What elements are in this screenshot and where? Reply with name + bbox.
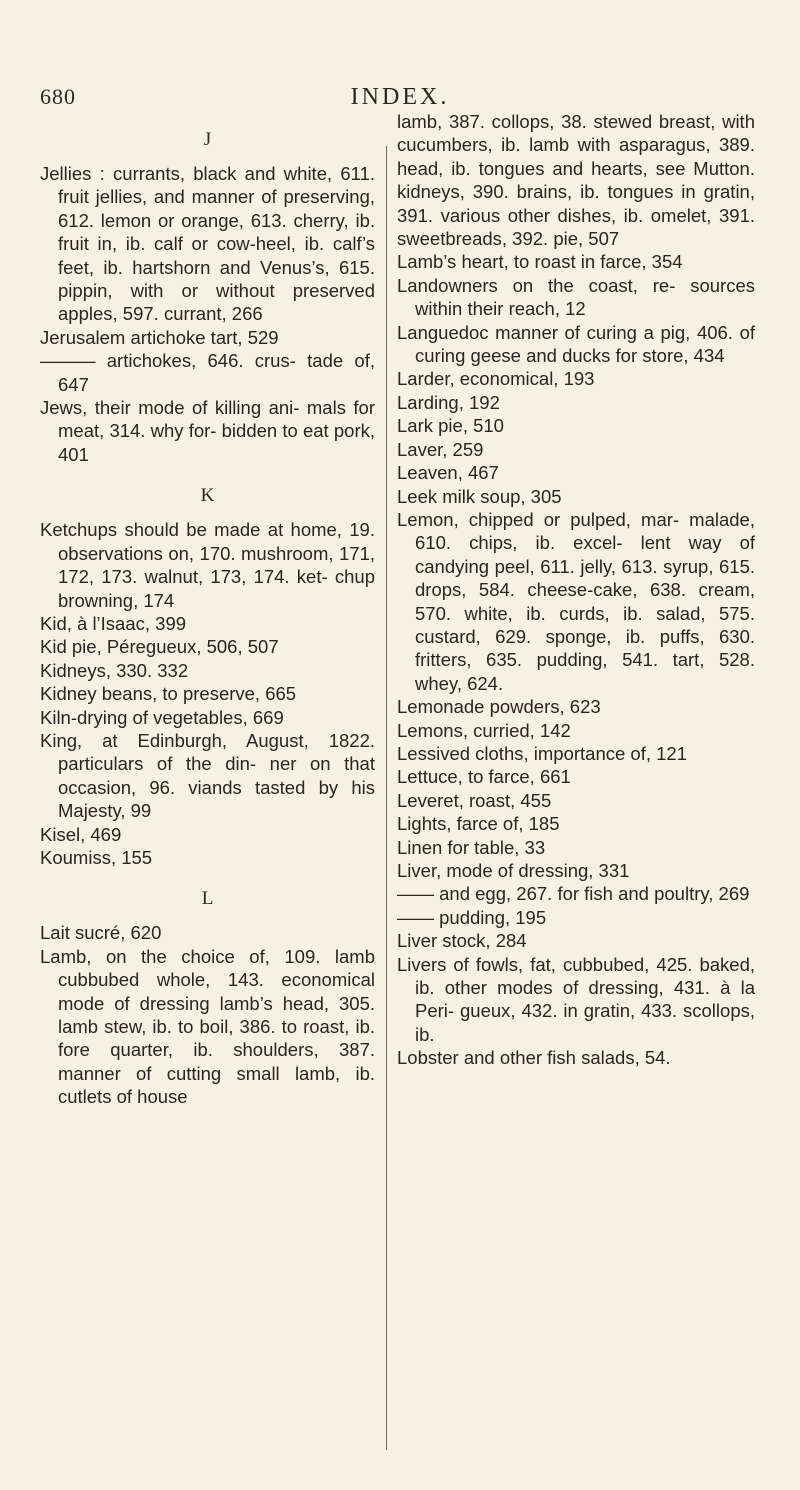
page-number: 680 (40, 84, 76, 109)
index-entry: Leveret, roast, 455 (397, 789, 552, 811)
index-entry: Landowners on the coast, re- sources within their reach, 12 (397, 274, 755, 320)
index-entry: Lamb, on the choice of, 109. lamb cubbubed whole, 143. economical mode of dressing lamb’s head, 305. lamb stew, ib. to boil, 386. to roast, ib. fore quarter, ib. shoulders, 387. manner of cutting small lamb, ib. cutlets of house (40, 945, 375, 1108)
index-entry: Lights, farce of, 185 (397, 813, 560, 835)
index-entry: Jellies : currants, black and white, 611. fruit jellies, and manner of preserving, 612. lemon or orange, 613. cherry, ib. fruit in, ib. calf or cow-heel, ib. calf’s feet, ib. hartshorn and Venus’s, 615. pippin, with or without preserved apples, 597. currant, 266 (40, 163, 375, 325)
index-entry: Kidney beans, to preserve, 665 (40, 683, 297, 705)
index-entry: King, at Edinburgh, August, 1822. particulars of the din- ner on that occasion, 96. viands tasted by his Majesty, 99 (40, 729, 375, 822)
column-divider (386, 146, 387, 1450)
index-entry: Jerusalem artichoke tart, 529 (40, 326, 279, 348)
section-letter: L (201, 888, 214, 910)
index-entry: Koumiss, 155 (40, 846, 153, 868)
index-entry: —— pudding, 195 (397, 906, 547, 928)
index-entry: ——— artichokes, 646. crus- tade of, 647 (40, 350, 375, 395)
index-column-right (397, 110, 755, 1070)
section-letter: K (200, 485, 215, 507)
index-entry: Kiln-drying of vegetables, 669 (40, 706, 284, 728)
index-entry: lamb, 387. collops, 38. stewed breast, with cucumbers, ib. lamb with asparagus, 389. head, ib. tongues and hearts, see Mutton. kidneys, 390. brains, ib. tongues in gratin, 391. various other dishes, ib. omelet, 391. sweetbreads, 392. pie, 507 (397, 111, 755, 250)
section-letter: J (203, 129, 212, 150)
index-entry: Lettuce, to farce, 661 (397, 766, 571, 788)
index-entry: Larding, 192 (397, 391, 500, 413)
index-entry: Lessived cloths, importance of, 121 (397, 742, 687, 764)
index-entry: Ketchups should be made at home, 19. observations on, 170. mushroom, 171, 172, 173. walnut, 173, 174. ket- chup browning, 174 (40, 519, 375, 611)
index-entry: Kid pie, Péregueux, 506, 507 (40, 636, 279, 658)
index-entry: Livers of fowls, fat, cubbubed, 425. baked, ib. other modes of dressing, 431. à la Peri- gueux, 432. in gratin, 433. scollops, ib. (397, 953, 755, 1045)
index-entry: Lark pie, 510 (397, 415, 504, 437)
index-entry: Larder, economical, 193 (397, 368, 595, 390)
index-entry: Kid, à l’Isaac, 399 (40, 612, 187, 634)
index-entry: Lemonade powders, 623 (397, 696, 601, 718)
index-entry: Languedoc manner of curing a pig, 406. of curing geese and ducks for store, 434 (397, 321, 755, 367)
index-entry: Lamb’s heart, to roast in farce, 354 (397, 251, 683, 273)
index-entry: Laver, 259 (397, 438, 484, 460)
index-entry: Lemons, curried, 142 (397, 719, 571, 741)
index-entry: —— and egg, 267. for fish and poultry, 269 (397, 883, 750, 905)
index-entry: Lobster and other fish salads, 54. (397, 1047, 671, 1069)
index-column-left (40, 110, 375, 1109)
index-entry: Kidneys, 330. 332 (40, 659, 189, 681)
index-entry: Lait sucré, 620 (40, 922, 162, 944)
index-entry: Liver, mode of dressing, 331 (397, 860, 630, 881)
index-entry: Leaven, 467 (397, 462, 499, 484)
index-entry: Liver stock, 284 (397, 930, 527, 952)
index-entry: Linen for table, 33 (397, 836, 546, 858)
running-head: INDEX. (350, 84, 450, 110)
index-entry: Kisel, 469 (40, 823, 122, 845)
index-entry: Leek milk soup, 305 (397, 485, 562, 507)
index-entry: Lemon, chipped or pulped, mar- malade, 610. chips, ib. excel- lent way of candying peel, 611. jelly, 613. syrup, 615. drops, 584. cheese-cake, 638. cream, 570. white, ib. curds, ib. salad, 575. custard, 629. sponge, ib. puffs, 630. fritters, 635. pudding, 541. tart, 528. whey, 624. (397, 508, 755, 694)
index-entry: Jews, their mode of killing ani- mals for meat, 314. why for- bidden to eat pork, 401 (40, 397, 375, 465)
